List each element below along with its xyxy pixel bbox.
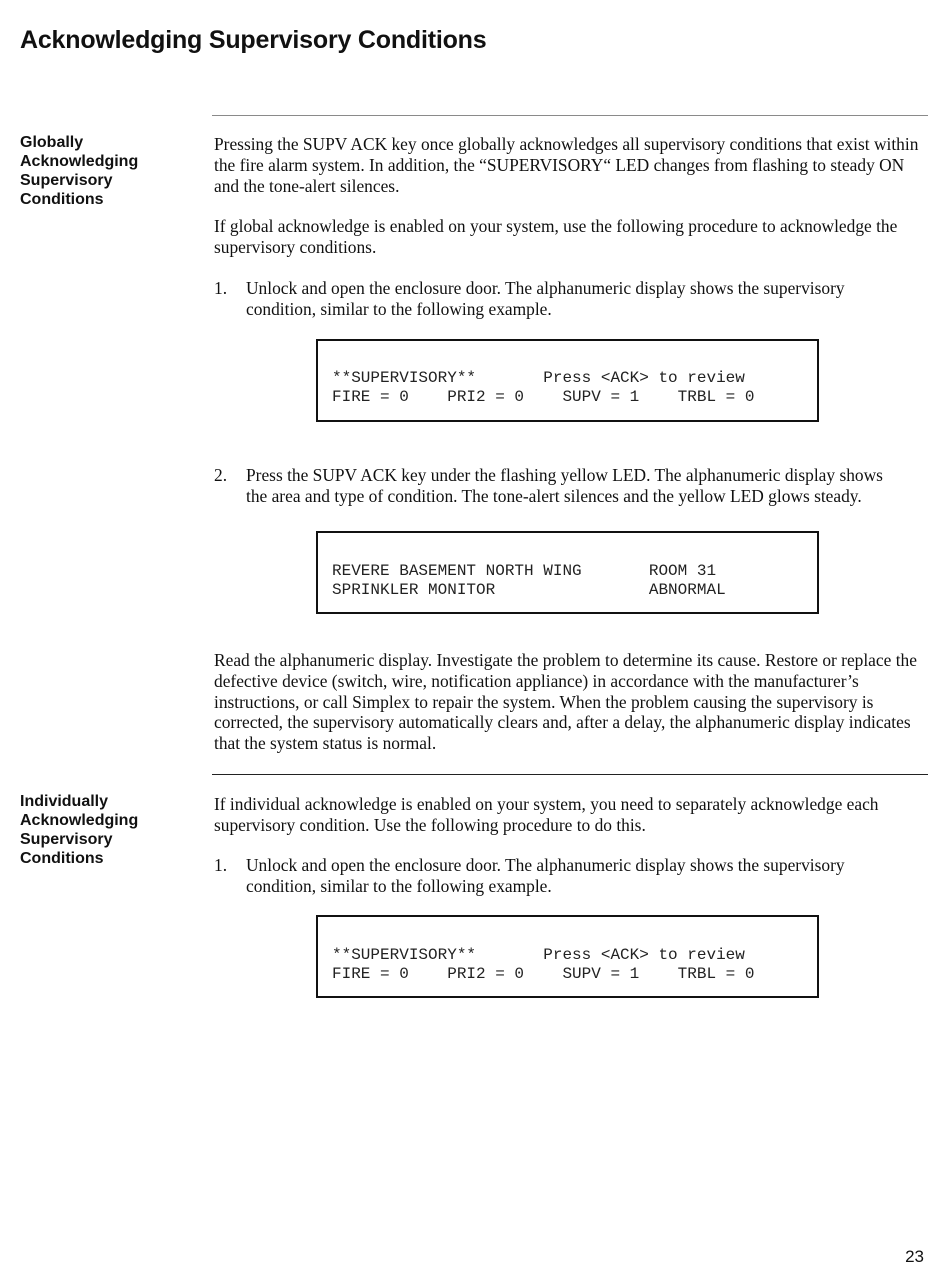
page-number: 23 <box>905 1247 924 1266</box>
step-text: Press the SUPV ACK key under the flashing yellow LED. The alphanumeric display shows the area and type of condition. The tone-alert silences and the yellow LED glows steady. <box>246 465 883 506</box>
section-divider <box>212 774 928 775</box>
display-line-1: **SUPERVISORY** Press <ACK> to review <box>332 946 745 964</box>
global-enabled-paragraph: If global acknowledge is enabled on your system, use the following procedure to acknowledge the supervisory conditions. <box>214 216 898 257</box>
alphanumeric-display <box>316 339 819 422</box>
display-line-1: REVERE BASEMENT NORTH WING ROOM 31 <box>332 562 717 580</box>
section-divider-top <box>212 115 928 116</box>
display-line-2: FIRE = 0 PRI2 = 0 SUPV = 1 TRBL = 0 <box>332 388 755 406</box>
display-line-2: SPRINKLER MONITOR ABNORMAL <box>332 581 726 599</box>
step-text: Unlock and open the enclosure door. The alphanumeric display shows the supervisory condition, similar to the following example. <box>246 278 845 319</box>
step-text: Unlock and open the enclosure door. The alphanumeric display shows the supervisory condition, similar to the following example. <box>246 855 845 896</box>
global-followup-paragraph: Read the alphanumeric display. Investigate the problem to determine its cause. Restore or replace the defective device (switch, wire, notification appliance) in accordance with the manufacturer’s instructions, or call Simplex to repair the system. When the problem causing the supervisory is corrected, the supervisory automatically clears and, after a delay, the alphanumeric display indicates that the system status is normal. <box>214 650 917 754</box>
step-number: 2. <box>214 465 228 485</box>
alphanumeric-display <box>316 531 819 614</box>
alphanumeric-display <box>316 915 819 998</box>
section-heading-individual: Individually Acknowledging Supervisory Conditions <box>20 793 139 867</box>
display-line-1: **SUPERVISORY** Press <ACK> to review <box>332 369 745 387</box>
step-number: 1. <box>214 855 228 875</box>
global-intro-paragraph: Pressing the SUPV ACK key once globally acknowledges all supervisory conditions that exist within the fire alarm system. In addition, the “SUPERVISORY“ LED changes from flashing to steady ON and the tone-alert silences. <box>214 134 919 196</box>
step-number: 1. <box>214 278 228 298</box>
section-heading-global: Globally Acknowledging Supervisory Conditions <box>20 134 139 208</box>
display-line-2: FIRE = 0 PRI2 = 0 SUPV = 1 TRBL = 0 <box>332 965 755 983</box>
individual-intro-paragraph: If individual acknowledge is enabled on your system, you need to separately acknowledge each supervisory condition. Use the following procedure to do this. <box>214 794 879 835</box>
page-title: Acknowledging Supervisory Conditions <box>20 26 487 54</box>
